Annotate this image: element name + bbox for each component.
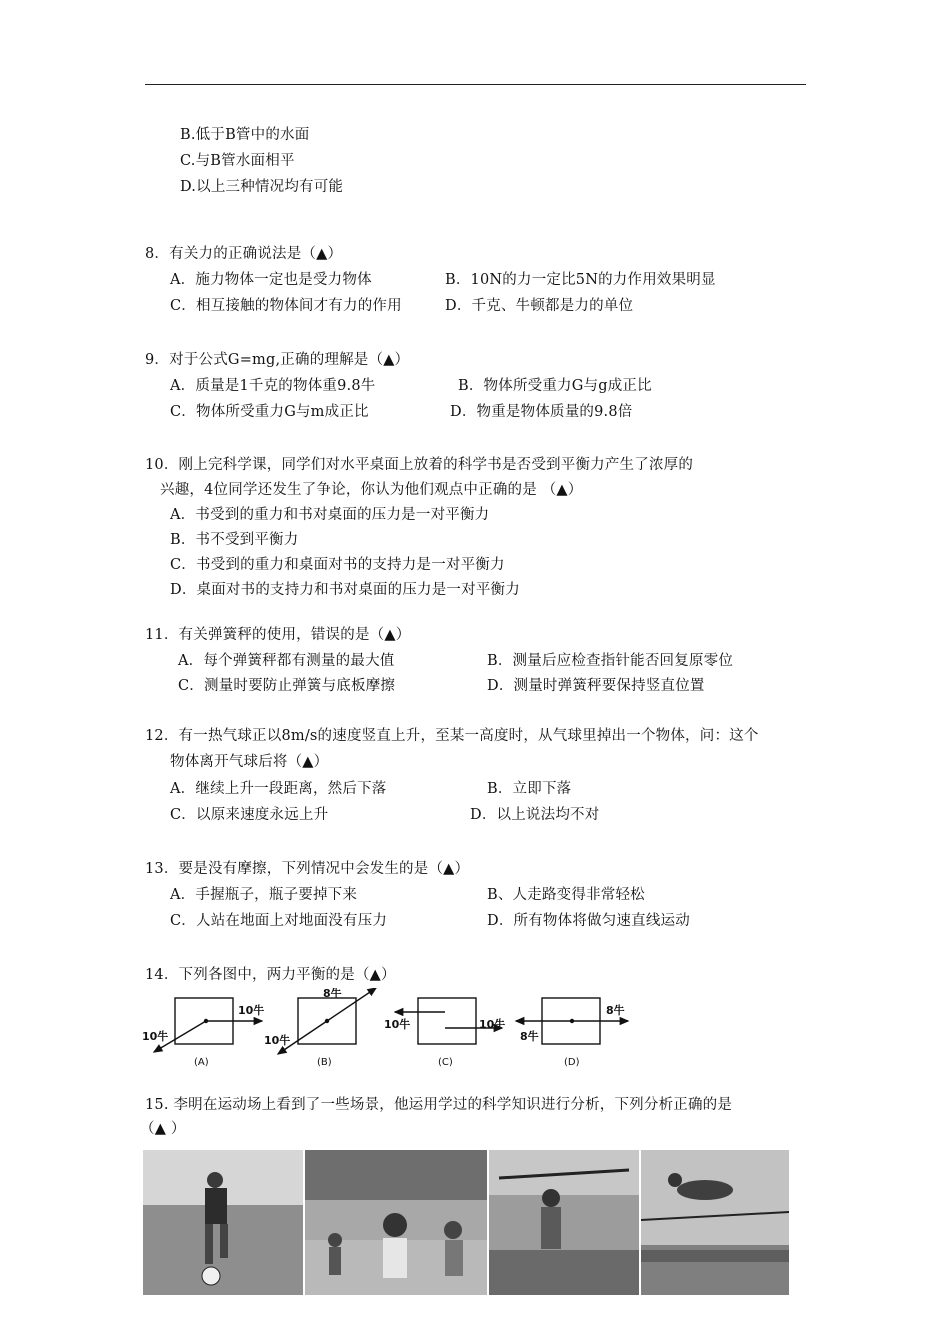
q11-option-b: B．测量后应检查指针能否回复原零位 bbox=[487, 653, 734, 669]
figure-b-force1-label: 8牛 bbox=[323, 988, 342, 1000]
q9-option-a: A．质量是1千克的物体重9.8牛 bbox=[170, 378, 376, 394]
photo-high-jump bbox=[641, 1150, 789, 1295]
q9-option-b: B．物体所受重力G与g成正比 bbox=[458, 378, 652, 394]
q10-option-a: A．书受到的重力和书对桌面的压力是一对平衡力 bbox=[170, 507, 490, 523]
q12-option-b: B．立即下落 bbox=[487, 781, 572, 797]
photo-soccer-player bbox=[143, 1150, 303, 1295]
q12-option-d: D．以上说法均不对 bbox=[470, 807, 600, 823]
q13-option-a: A．手握瓶子，瓶子要掉下来 bbox=[170, 887, 358, 903]
photo-pull-up-bar bbox=[489, 1150, 639, 1295]
q11-option-c: C．测量时要防止弹簧与底板摩擦 bbox=[178, 678, 396, 694]
q13-option-c: C．人站在地面上对地面没有压力 bbox=[170, 913, 388, 929]
figure-d-force2-label: 8牛 bbox=[520, 1030, 539, 1043]
figure-b-force2-label: 10牛 bbox=[264, 1034, 291, 1047]
figure-d bbox=[516, 998, 628, 1068]
q11-option-d: D．测量时弹簧秤要保持竖直位置 bbox=[487, 678, 705, 694]
figure-b-caption: (B) bbox=[317, 1057, 332, 1068]
q10-option-b: B．书不受到平衡力 bbox=[170, 532, 299, 548]
figure-a-caption: (A) bbox=[194, 1057, 209, 1068]
q9-option-c: C．物体所受重力G与m成正比 bbox=[170, 404, 369, 420]
figure-c bbox=[384, 998, 505, 1068]
q13-stem: 13．要是没有摩擦，下列情况中会发生的是（▲） bbox=[145, 861, 470, 877]
q15-stem-line1: 15. 李明在运动场上看到了一些场景，他运用学过的科学知识进行分析，下列分析正确的是 bbox=[145, 1097, 733, 1113]
q8-option-a: A．施力物体一定也是受力物体 bbox=[170, 272, 372, 288]
prev-option-d: D.以上三种情况均有可能 bbox=[180, 179, 344, 195]
q8-option-d: D．千克、牛顿都是力的单位 bbox=[445, 298, 634, 314]
q14-force-diagrams bbox=[140, 988, 640, 1074]
q8-stem: 8．有关力的正确说法是（▲） bbox=[145, 246, 343, 262]
q12-stem-line1: 12．有一热气球正以8m/s的速度竖直上升，至某一高度时，从气球里掉出一个物体，问：这个 bbox=[145, 728, 759, 744]
figure-d-caption: (D) bbox=[564, 1057, 580, 1068]
photo-running-children bbox=[305, 1150, 487, 1295]
q13-option-b: B、人走路变得非常轻松 bbox=[487, 887, 645, 903]
q11-stem: 11．有关弹簧秤的使用，错误的是（▲） bbox=[145, 627, 411, 643]
figure-c-force2-label: 10牛 bbox=[479, 1018, 506, 1031]
q11-option-a: A．每个弹簧秤都有测量的最大值 bbox=[178, 653, 395, 669]
q8-option-c: C．相互接触的物体间才有力的作用 bbox=[170, 298, 402, 314]
q14-stem: 14．下列各图中，两力平衡的是（▲） bbox=[145, 967, 396, 983]
figure-a-force1-label: 10牛 bbox=[238, 1004, 265, 1017]
header-rule bbox=[145, 84, 806, 85]
q12-stem-line2: 物体离开气球后将（▲） bbox=[170, 754, 329, 770]
q13-option-d: D．所有物体将做匀速直线运动 bbox=[487, 913, 690, 929]
prev-option-c: C.与B管水面相平 bbox=[180, 153, 295, 169]
figure-c-caption: (C) bbox=[438, 1057, 453, 1068]
figure-d-force1-label: 8牛 bbox=[606, 1004, 625, 1017]
q12-option-c: C．以原来速度永远上升 bbox=[170, 807, 329, 823]
q10-option-c: C．书受到的重力和桌面对书的支持力是一对平衡力 bbox=[170, 557, 505, 573]
figure-c-force1-label: 10牛 bbox=[384, 1018, 411, 1031]
figure-a bbox=[142, 998, 264, 1068]
q9-option-d: D．物重是物体质量的9.8倍 bbox=[450, 404, 633, 420]
q10-option-d: D．桌面对书的支持力和书对桌面的压力是一对平衡力 bbox=[170, 582, 520, 598]
q10-stem-line2: 兴趣，4位同学还发生了争论，你认为他们观点中正确的是 （▲） bbox=[160, 482, 583, 498]
q12-option-a: A．继续上升一段距离，然后下落 bbox=[170, 781, 387, 797]
q9-stem: 9．对于公式G=mg,正确的理解是（▲） bbox=[145, 352, 410, 368]
q8-option-b: B．10N的力一定比5N的力作用效果明显 bbox=[445, 272, 716, 288]
q15-stem-line2: （▲ ） bbox=[140, 1121, 186, 1137]
prev-option-b: B.低于B管中的水面 bbox=[180, 127, 310, 143]
q10-stem-line1: 10．刚上完科学课，同学们对水平桌面上放着的科学书是否受到平衡力产生了浓厚的 bbox=[145, 457, 694, 473]
figure-a-force2-label: 10牛 bbox=[142, 1030, 169, 1043]
figure-b bbox=[264, 988, 376, 1068]
